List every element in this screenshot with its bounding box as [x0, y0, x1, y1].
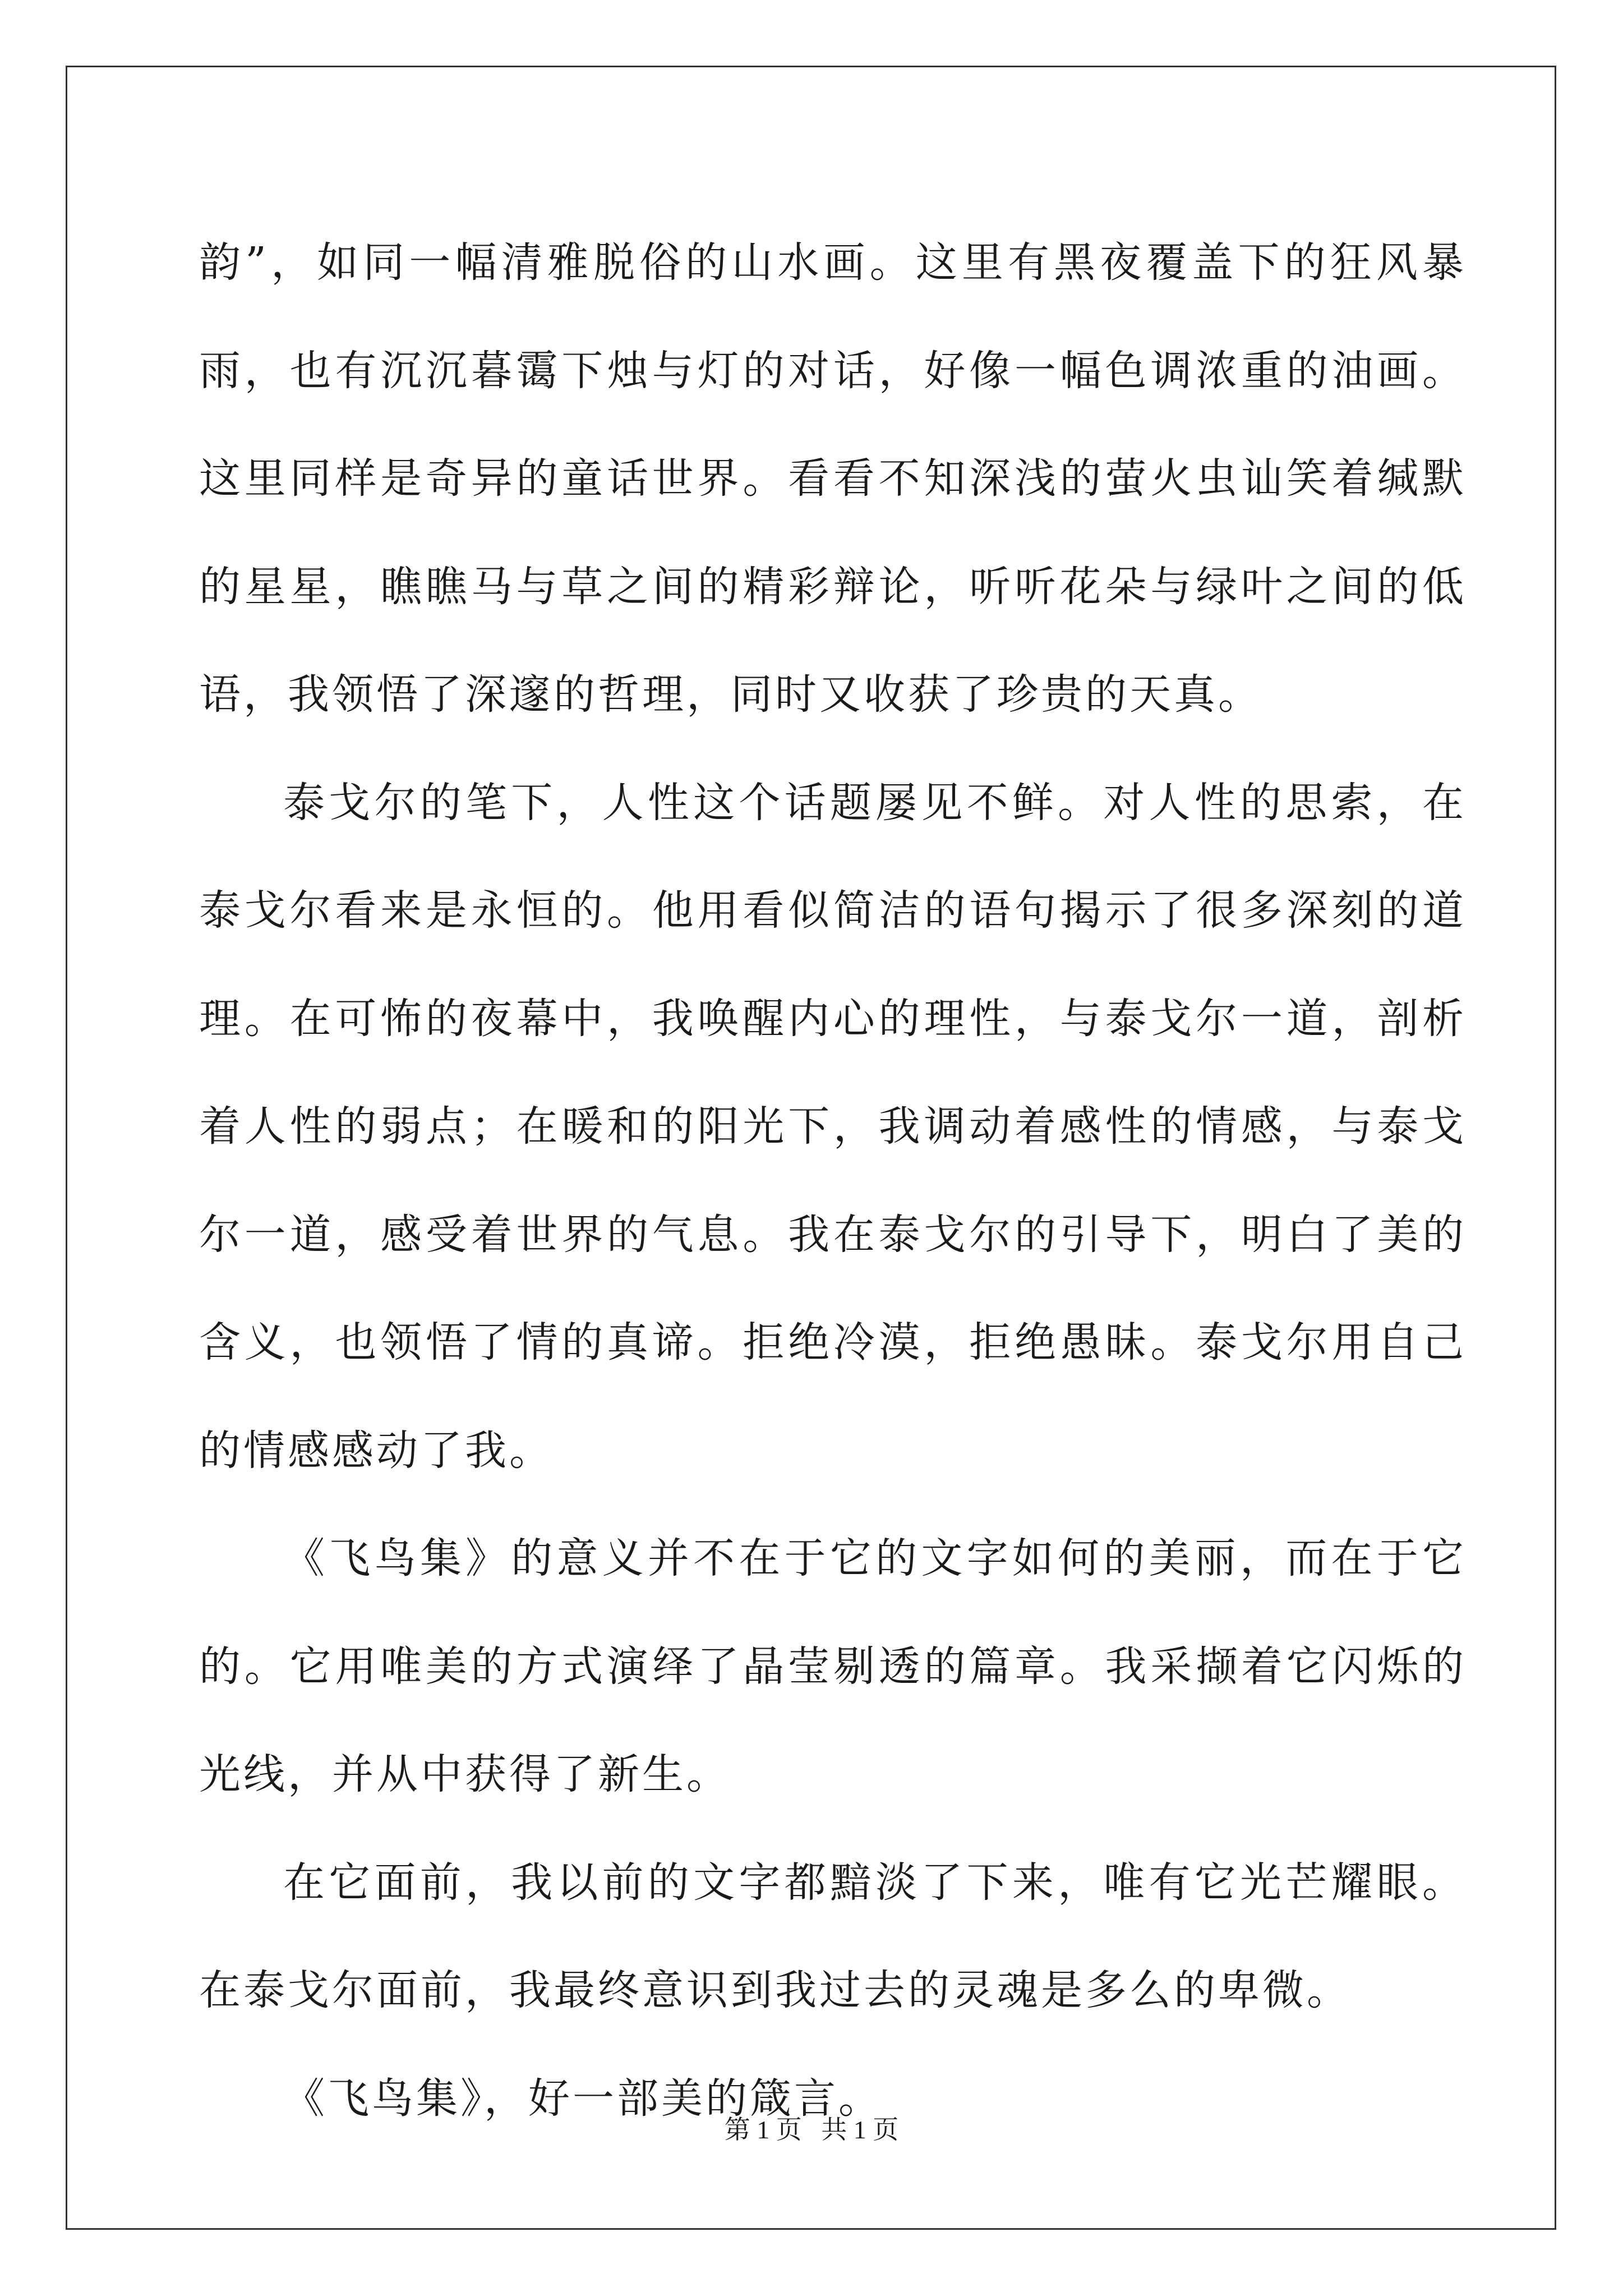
paragraph-5: 《飞鸟集》，好一部美的箴言。	[283, 2074, 883, 2123]
document-body	[199, 209, 1467, 2152]
page-number-footer: 第 1 页 共 1 页	[724, 2115, 899, 2144]
paragraph-3: 《飞鸟集》的意义并不在于它的文字如何的美丽，而在于它的。它用唯美的方式演绎了晶莹剔透的篇章。我采撷着它闪烁的光线，并从中获得了新生。	[199, 1534, 1467, 1798]
paragraph-4: 在它面前，我以前的文字都黯淡了下来，唯有它光芒耀眼。在泰戈尔面前，我最终意识到我过去的灵魂是多么的卑微。	[199, 1858, 1467, 2014]
paragraph-2: 泰戈尔的笔下，人性这个话题屡见不鲜。对人性的思索，在泰戈尔看来是永恒的。他用看似简洁的语句揭示了很多深刻的道理。在可怖的夜幕中，我唤醒内心的理性，与泰戈尔一道，剖析着人性的弱点；在暖和的阳光下，我调动着感性的情感，与泰戈尔一道，感受着世界的气息。我在泰戈尔的引导下，明白了美的含义，也领悟了情的真谛。拒绝冷漠，拒绝愚昧。泰戈尔用自己的情感感动了我。	[199, 778, 1467, 1475]
paragraph-1: 韵”，如同一幅清雅脱俗的山水画。这里有黑夜覆盖下的狂风暴雨，也有沉沉暮霭下烛与灯的对话，好像一幅色调浓重的油画。这里同样是奇异的童话世界。看看不知深浅的萤火虫讪笑着缄默的星星，瞧瞧马与草之间的精彩辩论，听听花朵与绿叶之间的低语，我领悟了深邃的哲理，同时又收获了珍贵的天真。	[199, 238, 1467, 719]
